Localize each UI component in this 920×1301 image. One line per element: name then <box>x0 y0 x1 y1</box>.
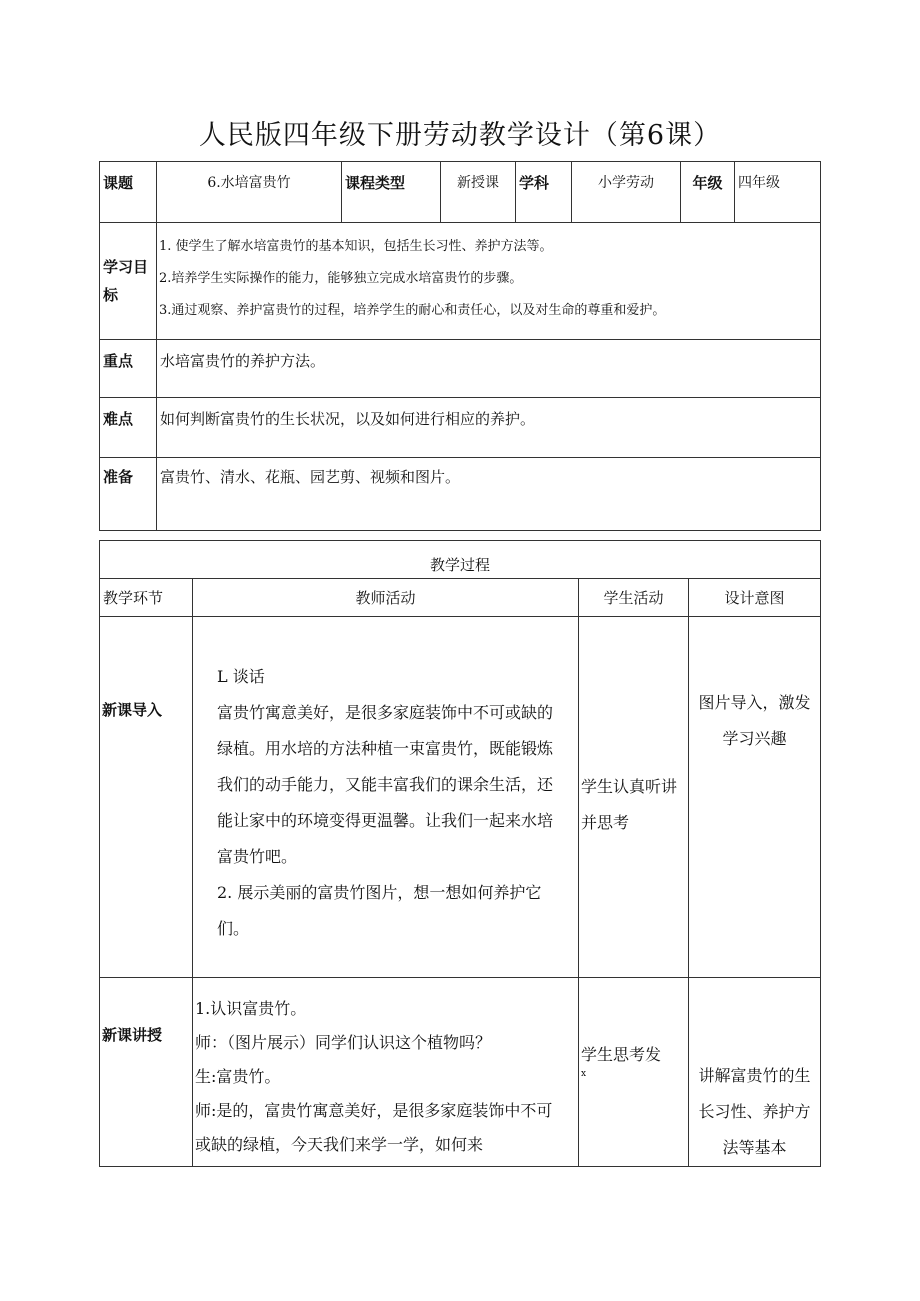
teacher-line: 们。 <box>217 919 250 938</box>
key-point-value: 水培富贵竹的养护方法。 <box>157 340 821 398</box>
teacher-line: 富贵竹吧。 <box>217 847 298 866</box>
teacher-activity-cell <box>193 617 579 978</box>
goal-item: 1. 使学生了解水培富贵竹的基本知识，包括生长习性、养护方法等。 <box>159 239 553 254</box>
course-type-value: 新授课 <box>441 162 516 223</box>
table-row <box>100 617 821 978</box>
goals-list <box>157 223 821 340</box>
goal-item: 3.通过观察、养护富贵竹的过程，培养学生的耐心和责任心，以及对生命的尊重和爱护。 <box>159 303 666 318</box>
teacher-line: 我们的动手能力，又能丰富我们的课余生活，还 <box>217 775 554 794</box>
teacher-activity-cell <box>193 978 579 1167</box>
stage-cell: 新课导入 <box>100 617 193 978</box>
teacher-line: 师：（图片展示）同学们认识这个植物吗？ <box>195 1033 492 1052</box>
key-point-label: 重点 <box>100 340 157 398</box>
teacher-line: 绿植。用水培的方法种植一束富贵竹，既能锻炼 <box>217 739 554 758</box>
intent-line: 图片导入，激发 <box>698 693 811 712</box>
column-header-intent: 设计意图 <box>689 579 821 617</box>
grade-value: 四年级 <box>735 162 821 223</box>
intent-line: 法等基本 <box>722 1138 787 1157</box>
student-line: 学生思考发 <box>581 1045 662 1064</box>
course-type-label: 课程类型 <box>342 162 441 223</box>
stage-cell: 新课讲授 <box>100 978 193 1167</box>
column-header-student: 学生活动 <box>579 579 689 617</box>
teacher-line: 生:富贵竹。 <box>195 1067 281 1086</box>
topic-label: 课题 <box>100 162 157 223</box>
subject-label: 学科 <box>516 162 572 223</box>
student-line: 并思考 <box>581 813 630 832</box>
lesson-info-table <box>99 161 821 531</box>
design-intent-cell <box>689 978 821 1167</box>
teacher-line: 2. 展示美丽的富贵竹图片，想一想如何养护它 <box>217 883 542 902</box>
column-header-teacher: 教师活动 <box>193 579 579 617</box>
page-title: 人民版四年级下册劳动教学设计（第6课） <box>198 120 722 151</box>
preparation-label: 准备 <box>100 458 157 531</box>
teacher-line: L 谈话 <box>217 667 265 686</box>
student-activity-cell <box>579 978 689 1167</box>
goal-item: 2.培养学生实际操作的能力，能够独立完成水培富贵竹的步骤。 <box>159 271 523 286</box>
teacher-line: 1.认识富贵竹。 <box>195 999 307 1018</box>
teaching-process-table <box>99 540 821 1167</box>
grade-label: 年级 <box>681 162 735 223</box>
intent-line: 讲解富贵竹的生 <box>698 1066 811 1085</box>
teacher-line: 能让家中的环境变得更温馨。让我们一起来水培 <box>217 811 554 830</box>
subject-value: 小学劳动 <box>572 162 681 223</box>
intent-line: 学习兴趣 <box>722 729 787 748</box>
preparation-value: 富贵竹、清水、花瓶、园艺剪、视频和图片。 <box>157 458 821 531</box>
teacher-line: 富贵竹寓意美好，是很多家庭装饰中不可或缺的 <box>217 703 554 722</box>
teacher-line: 或缺的绿植，今天我们来学一学，如何来 <box>195 1135 484 1154</box>
student-line: x <box>581 1069 587 1079</box>
table-row <box>100 978 821 1167</box>
process-heading: 教学过程 <box>100 541 821 579</box>
difficulty-label: 难点 <box>100 398 157 458</box>
student-activity-cell <box>579 617 689 978</box>
teacher-line: 师:是的，富贵竹寓意美好，是很多家庭装饰中不可 <box>195 1101 553 1120</box>
difficulty-value: 如何判断富贵竹的生长状况，以及如何进行相应的养护。 <box>157 398 821 458</box>
student-line: 学生认真听讲 <box>581 777 678 796</box>
intent-line: 长习性、养护方 <box>698 1102 811 1121</box>
topic-value: 6.水培富贵竹 <box>157 162 342 223</box>
column-header-stage: 教学环节 <box>100 579 193 617</box>
design-intent-cell <box>689 617 821 978</box>
goals-label: 学习目标 <box>100 223 157 340</box>
